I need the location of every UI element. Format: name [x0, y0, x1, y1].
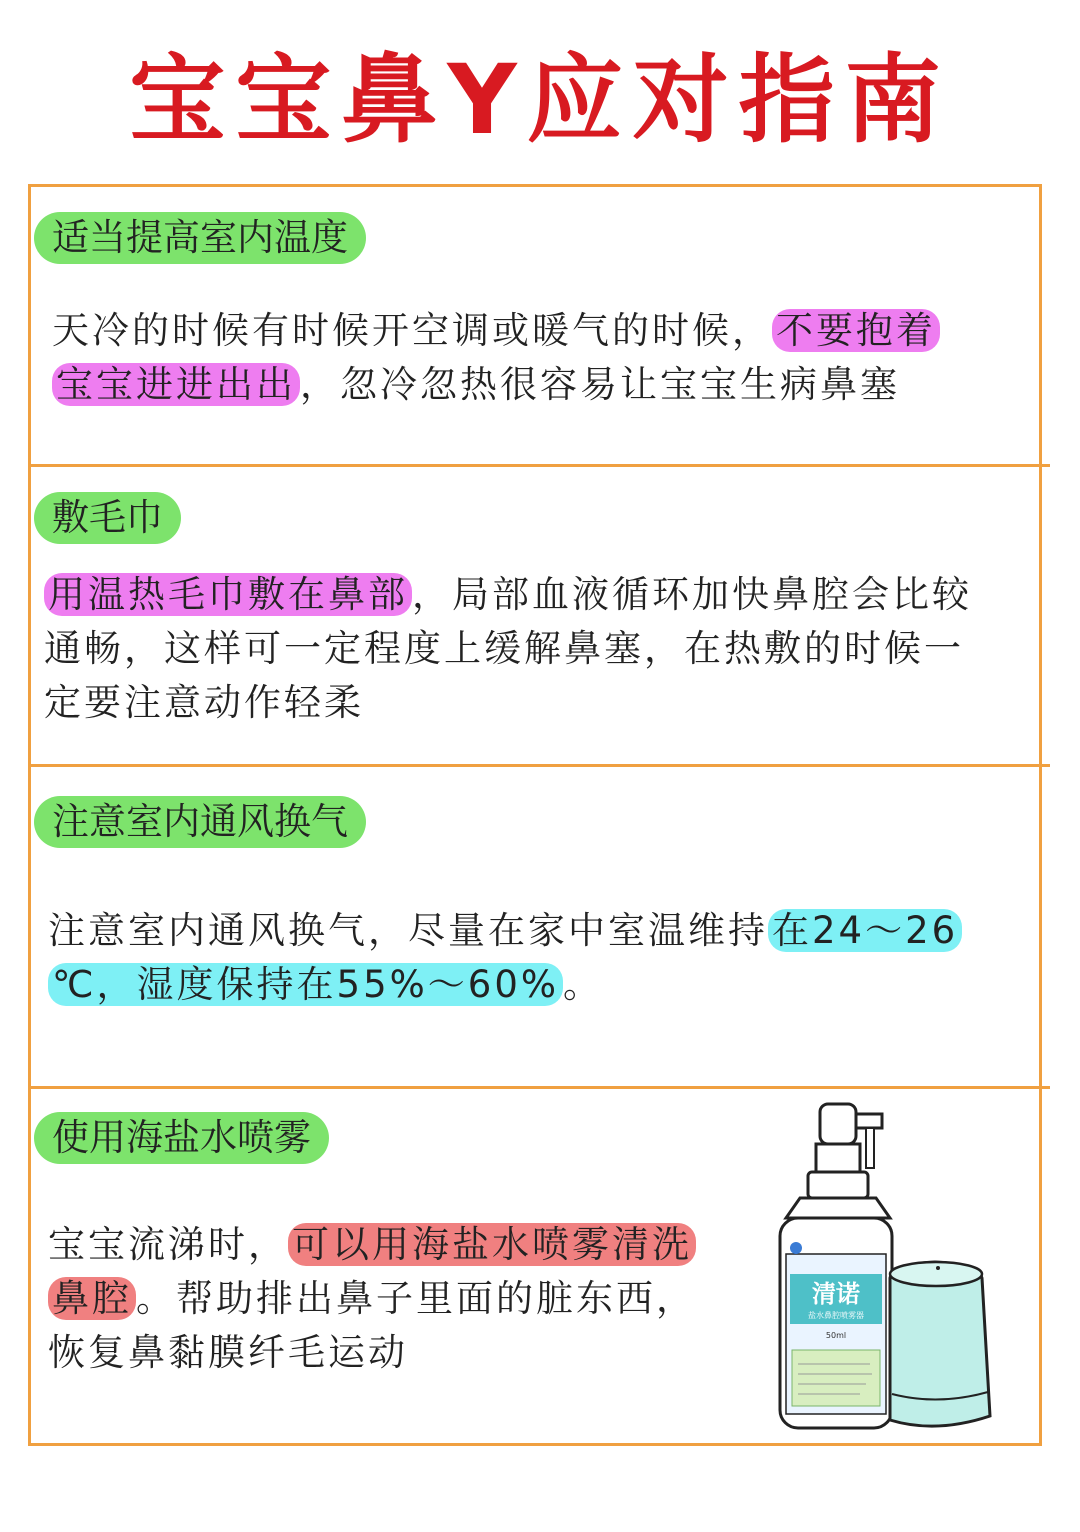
section-divider — [28, 764, 1050, 767]
section-body — [48, 904, 962, 1012]
section-heading-ventilation: 注意室内通风换气 — [34, 796, 366, 848]
section-body — [52, 304, 940, 412]
body-text: 恢复鼻黏膜纤毛运动 — [48, 1331, 408, 1374]
section-body — [44, 568, 972, 730]
body-text: ，局部血液循环加快鼻腔会比较 — [412, 573, 972, 616]
highlight-text: 不要抱着 — [772, 309, 940, 352]
section-heading-saline-spray: 使用海盐水喷雾 — [34, 1112, 329, 1164]
body-text: 。 — [563, 963, 604, 1006]
highlight-text: 用温热毛巾敷在鼻部 — [44, 573, 412, 616]
body-text: 注意室内通风换气，尽量在家中室温维持 — [48, 909, 768, 952]
highlight-text: 可以用海盐水喷雾清洗 — [288, 1223, 696, 1266]
body-text: 。帮助排出鼻子里面的脏东西， — [136, 1277, 696, 1320]
saline-spray-bottle-icon — [760, 1098, 1010, 1438]
highlight-text: 宝宝进进出出 — [52, 363, 300, 406]
body-text: 通畅，这样可一定程度上缓解鼻塞，在热敷的时候一 — [44, 627, 964, 670]
body-text: ，忽冷忽热很容易让宝宝生病鼻塞 — [300, 363, 900, 406]
highlight-text: 在24～26 — [768, 909, 962, 952]
bottle-brand: 清诺 — [812, 1280, 860, 1308]
section-heading-indoor-temperature: 适当提高室内温度 — [34, 212, 366, 264]
section-heading-towel-compress: 敷毛巾 — [34, 492, 181, 544]
section-divider — [28, 1086, 1050, 1089]
bottle-illustration — [760, 1098, 1010, 1438]
highlight-text: 鼻腔 — [48, 1277, 136, 1320]
bottle-volume: 50ml — [825, 1331, 847, 1340]
body-text: 宝宝流涕时， — [48, 1223, 288, 1266]
highlight-text: ℃，湿度保持在55%～60% — [48, 963, 563, 1006]
body-text: 天冷的时候有时候开空调或暖气的时候， — [52, 309, 772, 352]
section-body — [48, 1218, 696, 1380]
body-text: 定要注意动作轻柔 — [44, 681, 364, 724]
page-title: 宝宝鼻Y应对指南 — [129, 44, 951, 156]
section-divider — [28, 464, 1050, 467]
bottle-product: 盐水鼻腔喷雾器 — [808, 1311, 864, 1320]
